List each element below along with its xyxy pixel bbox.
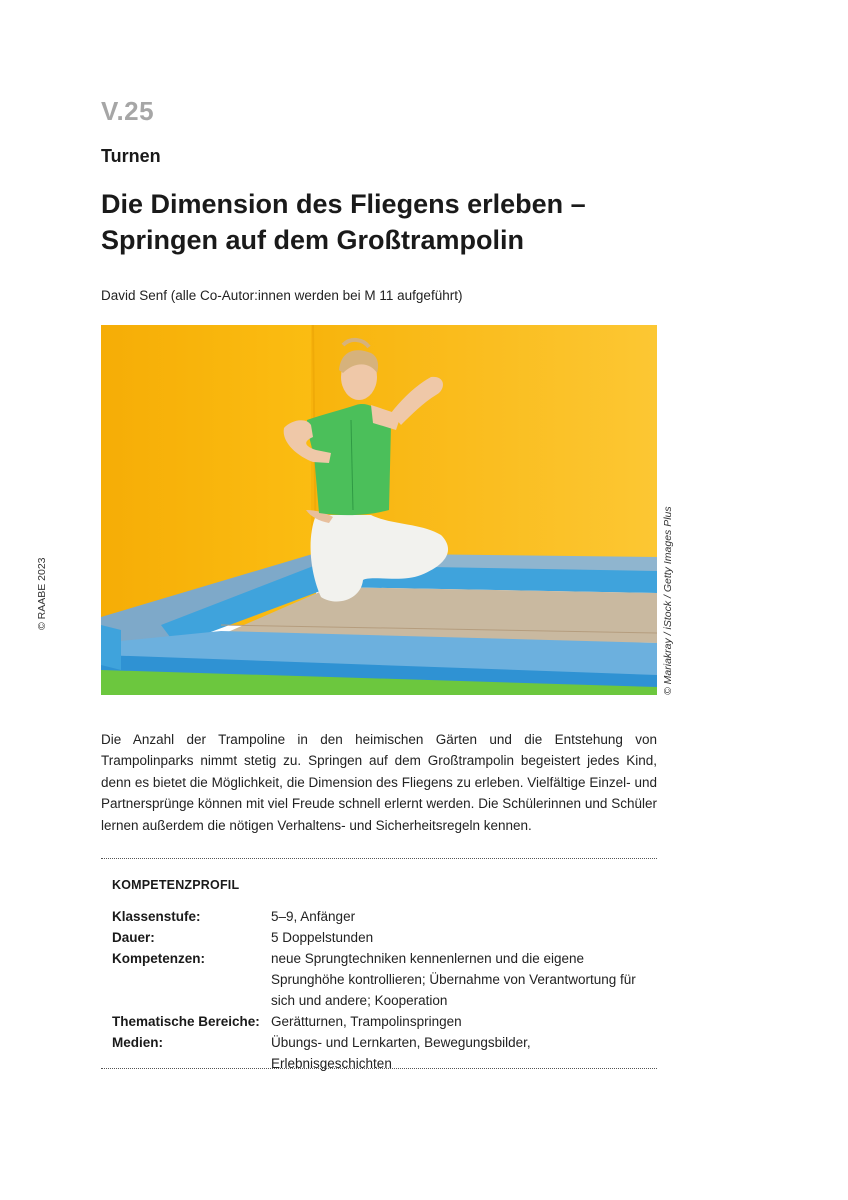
- photo-credit: © Mariakray / iStock / Getty Images Plus: [662, 506, 674, 695]
- author-line: David Senf (alle Co-Autor:innen werden bei M 11 aufgeführt): [101, 288, 463, 303]
- row-value: neue Sprungtechniken kennenlernen und die eigene Sprunghöhe kontrollieren; Übernahme von Verantwortung für sich und andere; Kooperation: [271, 951, 636, 1008]
- kompetenzprofil-table: [112, 906, 652, 1074]
- divider-top: [101, 858, 657, 859]
- row-label: Dauer:: [112, 930, 155, 945]
- row-label: Medien:: [112, 1035, 164, 1050]
- table-row: [112, 948, 652, 1011]
- unit-number: V.25: [101, 96, 155, 126]
- kompetenzprofil-heading: KOMPETENZPROFIL: [112, 878, 240, 892]
- topic-label: Turnen: [101, 146, 161, 166]
- row-value: Gerätturnen, Trampolinspringen: [271, 1014, 462, 1029]
- row-label: Kompetenzen:: [112, 951, 206, 966]
- page-title: Die Dimension des Fliegens erleben – Springen auf dem Großtrampolin: [101, 189, 586, 255]
- row-label: Klassenstufe:: [112, 909, 201, 924]
- divider-bottom: [101, 1068, 657, 1069]
- table-row: [112, 1011, 652, 1032]
- table-row: [112, 906, 652, 927]
- row-value: 5–9, Anfänger: [271, 909, 356, 924]
- intro-paragraph: Die Anzahl der Trampoline in den heimischen Gärten und die Entstehung von Trampolinparks nimmt stetig zu. Springen auf dem Großtrampolin begeistert jedes Kind, denn es bietet die Möglichkeit, die Dimension des Fliegens zu erleben. Vielfältige Einzel- und Partnersprünge können mit viel Freude schnell erlernt werden. Die Schülerinnen und Schüler lernen außerdem die nötigen Verhaltens- und Sicherheitsregeln kennen.: [101, 732, 657, 833]
- copyright-notice: © RAABE 2023: [36, 557, 48, 630]
- table-row: [112, 927, 652, 948]
- trampoline-photo: [101, 325, 657, 695]
- row-value: Übungs- und Lernkarten, Bewegungsbilder, Erlebnisgeschichten: [271, 1035, 531, 1071]
- row-value: 5 Doppelstunden: [271, 930, 374, 945]
- row-label: Thematische Bereiche:: [112, 1014, 260, 1029]
